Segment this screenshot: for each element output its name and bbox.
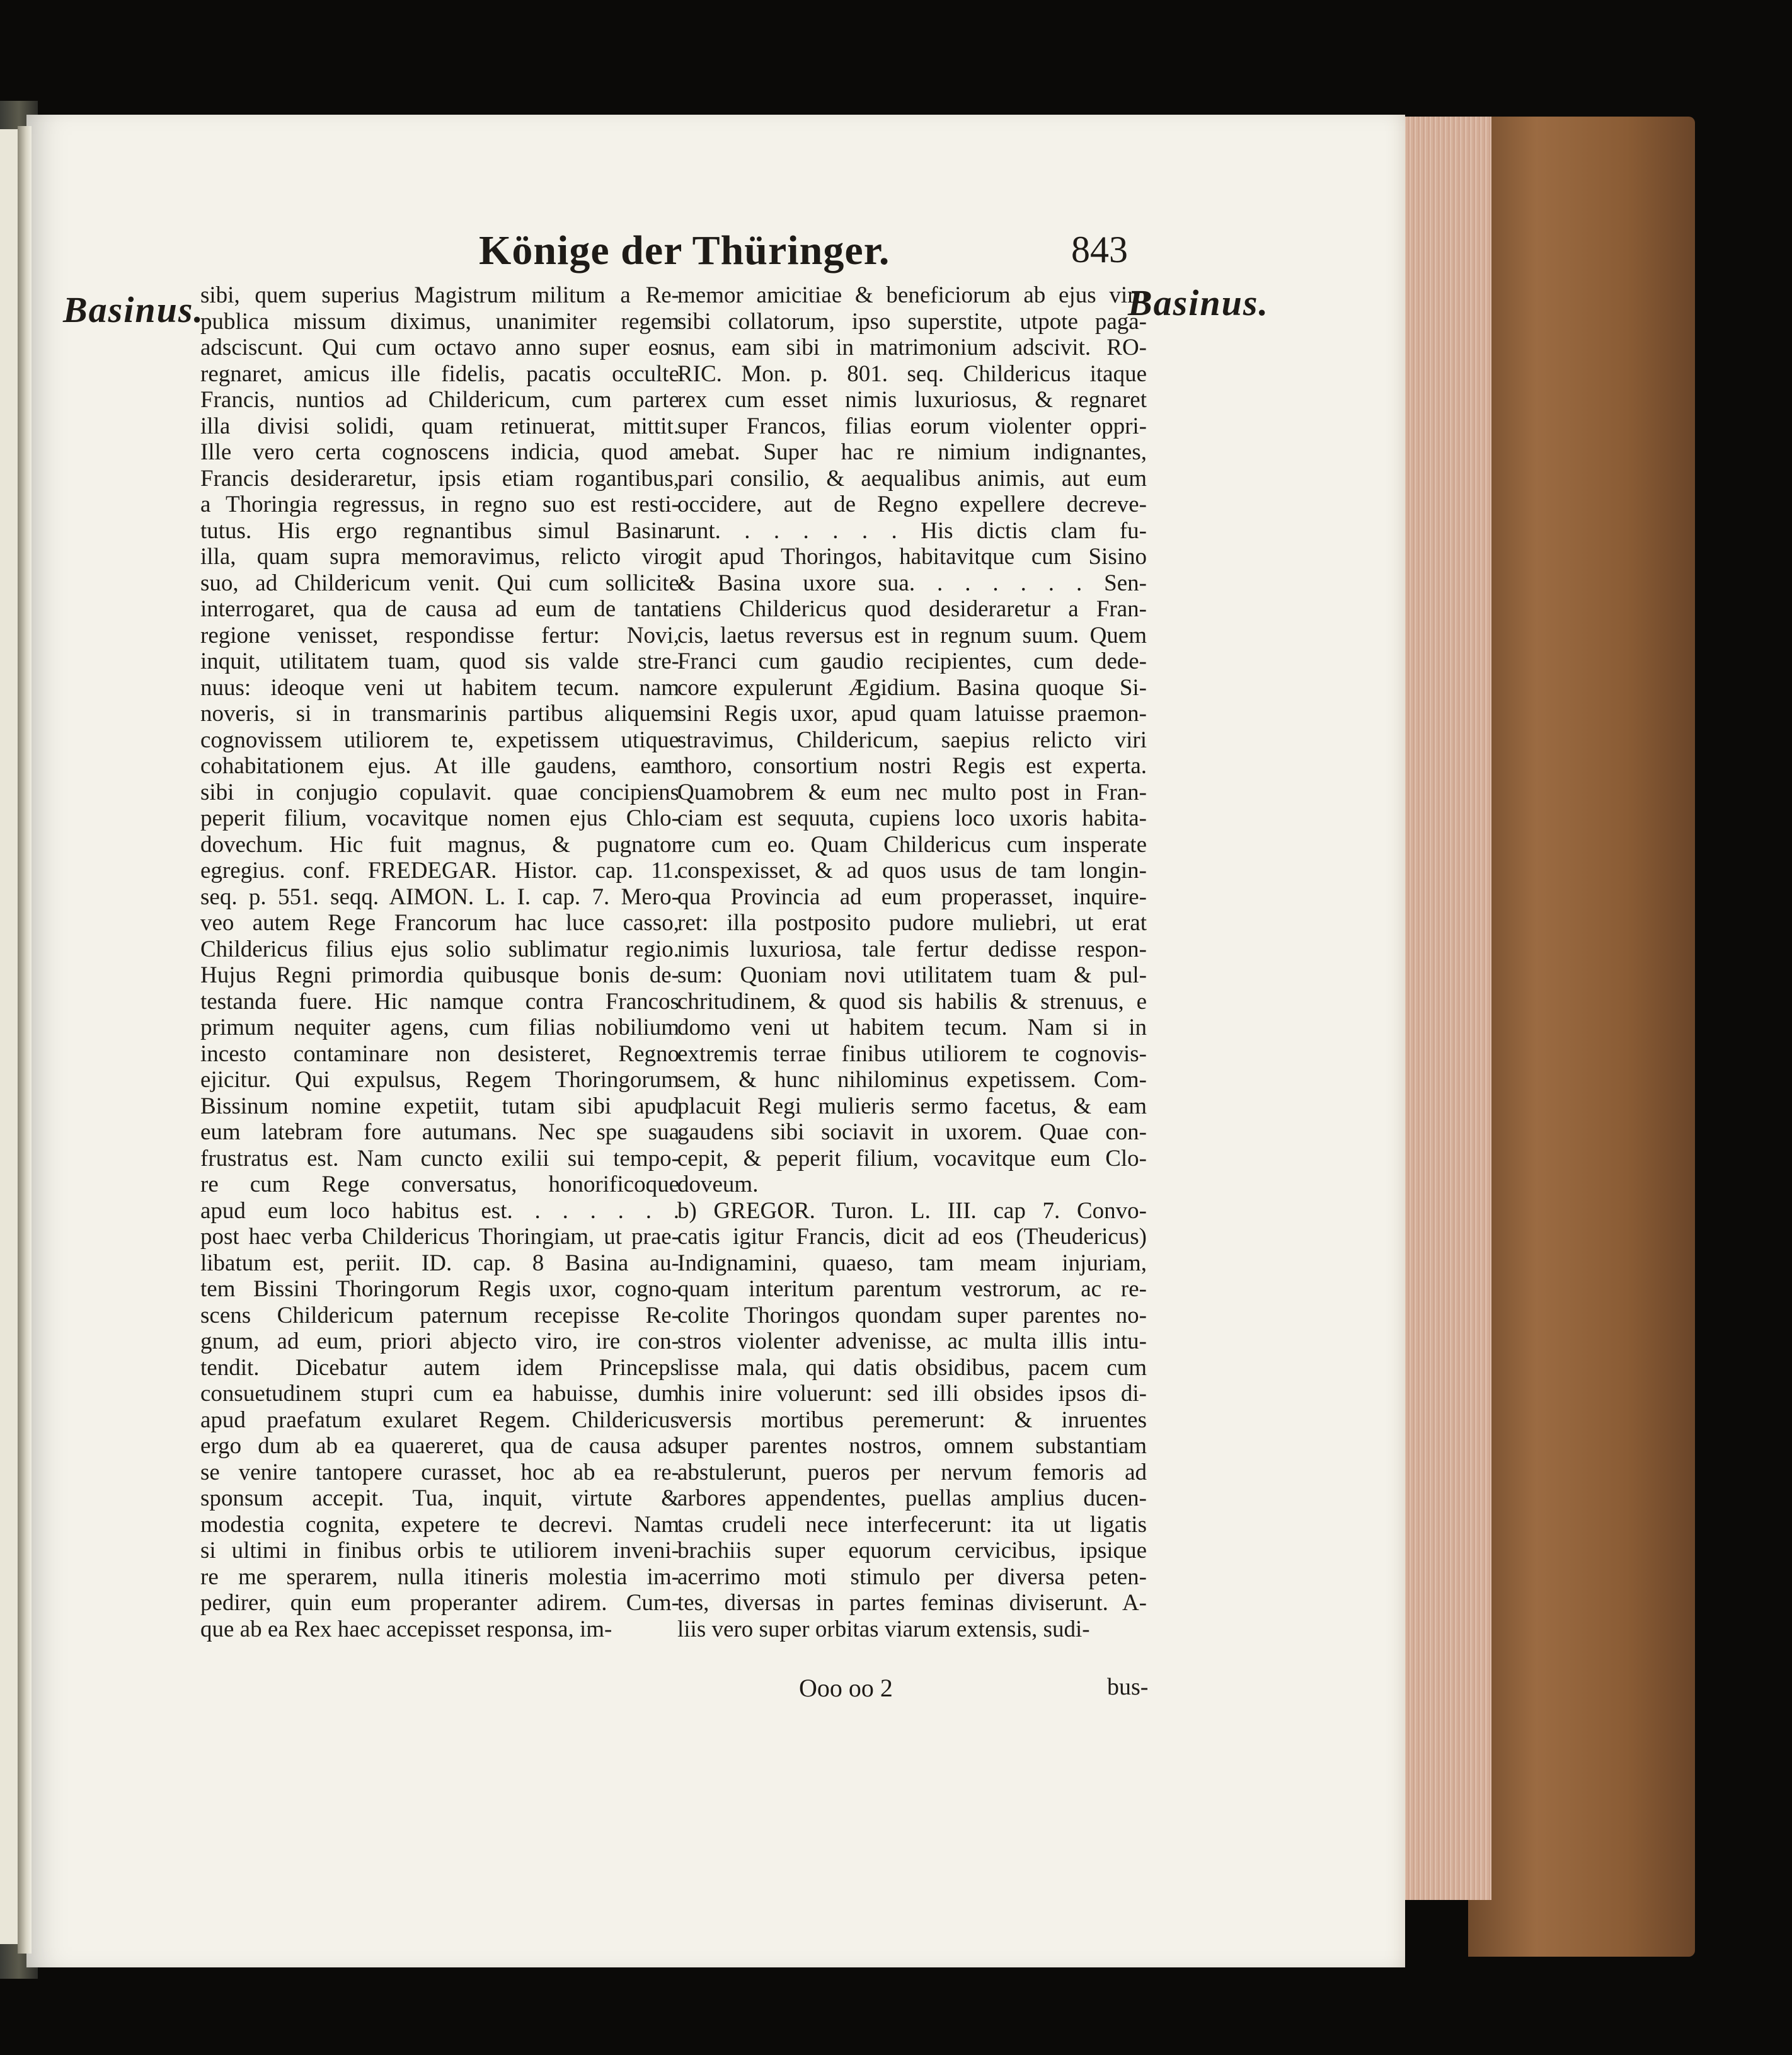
text-line: tas crudeli nece interfecerunt: ita ut ligatis — [677, 1511, 1147, 1538]
text-line: sem, & hunc nihilominus expetissem. Com- — [677, 1067, 1147, 1093]
text-line: brachiis super equorum cervicibus, ipsique — [677, 1538, 1147, 1563]
text-line: ciam est sequuta, cupiens loco uxoris habita- — [677, 805, 1147, 831]
text-line: RIC. Mon. p. 801. seq. Childericus itaque — [677, 360, 1147, 387]
text-line: post haec verba Childericus Thoringiam, ut prae- — [200, 1224, 679, 1250]
text-line: core expulerunt Ægidium. Basina quoque Si- — [677, 674, 1147, 701]
text-line: re me sperarem, nulla itineris molestia im- — [200, 1563, 679, 1590]
text-line: super Francos, filias eorum violenter oppri- — [677, 413, 1147, 439]
text-line: occidere, aut de Regno expellere decreve- — [677, 492, 1147, 517]
text-line: rex cum esset nimis luxuriosus, & regnaret — [677, 387, 1147, 413]
text-line: Hujus Regni primordia quibusque bonis de- — [200, 962, 679, 988]
text-line: noveris, si in transmarinis partibus aliquem — [200, 701, 679, 727]
marginal-note-right: Basinus. — [1128, 282, 1269, 323]
text-line: cepit, & peperit filium, vocavitque eum Clo- — [677, 1145, 1147, 1171]
text-column-left — [200, 282, 679, 1642]
text-line: mebat. Super hac re nimium indignantes, — [677, 439, 1147, 465]
text-line: cognovissem utiliorem te, expetissem utique — [200, 727, 679, 753]
catchword: bus- — [1107, 1674, 1149, 1700]
text-line: lisse mala, qui datis obsidibus, pacem cum — [677, 1354, 1147, 1381]
text-line: versis mortibus peremerunt: & inruentes — [677, 1407, 1147, 1433]
text-line: extremis terrae finibus utiliorem te cognovis- — [677, 1040, 1147, 1067]
text-line: scens Childericum paternum recepisse Re- — [200, 1302, 679, 1328]
text-line: interrogaret, qua de causa ad eum de tanta — [200, 596, 679, 622]
text-line: regione venisset, respondisse fertur: Novi, — [200, 622, 679, 648]
text-line: tendit. Dicebatur autem idem Princeps — [200, 1354, 679, 1381]
text-line: b) GREGOR. Turon. L. III. cap 7. Convo- — [677, 1197, 1147, 1224]
text-line: Indignamini, quaeso, tam meam injuriam, — [677, 1250, 1147, 1276]
text-line: illa divisi solidi, quam retinuerat, mittit. — [200, 413, 679, 439]
page-edges — [1396, 117, 1491, 1900]
gutter-shadow — [18, 126, 32, 1954]
text-line: a Thoringia regressus, in regno suo est resti- — [200, 492, 679, 517]
text-line: sini Regis uxor, apud quam latuisse praemon- — [677, 701, 1147, 727]
text-line: abstulerunt, pueros per nervum femoris ad — [677, 1459, 1147, 1485]
text-line: placuit Regi mulieris sermo facetus, & eam — [677, 1093, 1147, 1119]
marginal-note-left: Basinus. — [63, 289, 204, 330]
text-line: veo autem Rege Francorum hac luce casso, — [200, 910, 679, 936]
text-line: nuus: ideoque veni ut habitem tecum. nam — [200, 674, 679, 701]
text-line: quam interitum parentum vestrorum, ac re- — [677, 1276, 1147, 1302]
running-head: Könige der Thüringer. — [479, 227, 890, 273]
text-line: sum: Quoniam novi utilitatem tuam & pul- — [677, 962, 1147, 988]
text-line: dovechum. Hic fuit magnus, & pugnator — [200, 831, 679, 858]
text-line: si ultimi in finibus orbis te utiliorem inveni- — [200, 1538, 679, 1563]
text-line: peperit filium, vocavitque nomen ejus Chlo- — [200, 805, 679, 831]
text-line: libatum est, periit. ID. cap. 8 Basina au- — [200, 1250, 679, 1276]
text-line: pari consilio, & aequalibus animis, aut eum — [677, 465, 1147, 492]
text-line: cohabitationem ejus. At ille gaudens, eam — [200, 753, 679, 779]
text-line: illa, quam supra memoravimus, relicto viro — [200, 544, 679, 570]
text-line: modestia cognita, expetere te decrevi. Nam — [200, 1511, 679, 1538]
text-line: publica missum diximus, unanimiter regem — [200, 308, 679, 335]
text-line: frustratus est. Nam cuncto exilii sui tempo- — [200, 1145, 679, 1171]
signature-mark: Ooo oo 2 — [799, 1674, 893, 1702]
text-line: super parentes nostros, omnem substantiam — [677, 1433, 1147, 1459]
text-line: thoro, consortium nostri Regis est experta. — [677, 753, 1147, 779]
text-line: consuetudinem stupri cum ea habuisse, dum — [200, 1381, 679, 1407]
text-line: sibi collatorum, ipso superstite, utpote paga- — [677, 308, 1147, 335]
text-line: ergo dum ab ea quaereret, qua de causa ad — [200, 1433, 679, 1459]
text-line: suo, ad Childericum venit. Qui cum sollicite — [200, 570, 679, 596]
text-line: sponsum accepit. Tua, inquit, virtute & — [200, 1485, 679, 1511]
text-line: pedirer, quin eum properanter adirem. Cum- — [200, 1590, 679, 1616]
text-line: eum latebram fore autumans. Nec spe sua — [200, 1119, 679, 1145]
text-line: acerrimo moti stimulo per diversa peten- — [677, 1563, 1147, 1590]
text-line: re cum Rege conversatus, honorificoque — [200, 1171, 679, 1197]
text-line: nimis luxuriosa, tale fertur dedisse respon- — [677, 936, 1147, 962]
text-line: Franci cum gaudio recipientes, cum dede- — [677, 648, 1147, 674]
text-line: se venire tantopere curasset, hoc ab ea re- — [200, 1459, 679, 1485]
text-line: inquit, utilitatem tuam, quod sis valde stre- — [200, 648, 679, 674]
text-line: memor amicitiae & beneficiorum ab ejus viro — [677, 282, 1147, 308]
text-line: sibi, quem superius Magistrum militum a Re- — [200, 282, 679, 308]
book-cover-right — [1468, 117, 1695, 1957]
text-line: stravimus, Childericum, saepius relicto viri — [677, 727, 1147, 753]
text-line: seq. p. 551. seqq. AIMON. L. I. cap. 7. Mero- — [200, 884, 679, 910]
text-line: chritudinem, & quod sis habilis & strenuus, e — [677, 988, 1147, 1015]
text-line: Francis, nuntios ad Childericum, cum parte — [200, 387, 679, 413]
text-line: Childericus filius ejus solio sublimatur regio. — [200, 936, 679, 962]
text-line: liis vero super orbitas viarum extensis, sudi- — [677, 1616, 1090, 1642]
text-line: adsciscunt. Qui cum octavo anno super eos — [200, 335, 679, 360]
text-line: nus, eam sibi in matrimonium adscivit. RO- — [677, 335, 1147, 360]
text-line: qua Provincia ad eum properasset, inquire- — [677, 884, 1147, 910]
text-line: Bissinum nomine expetiit, tutam sibi apud — [200, 1093, 679, 1119]
text-line: testanda fuere. Hic namque contra Francos — [200, 988, 679, 1015]
text-line: egregius. conf. FREDEGAR. Histor. cap. 11. — [200, 858, 679, 884]
text-line: primum nequiter agens, cum filias nobilium — [200, 1015, 679, 1040]
text-line: gnum, ad eum, priori abjecto viro, ire con- — [200, 1328, 679, 1354]
page-number: 843 — [1071, 229, 1128, 270]
text-line: incesto contaminare non desisteret, Regno — [200, 1040, 679, 1067]
text-line: tem Bissini Thoringorum Regis uxor, cogno- — [200, 1276, 679, 1302]
text-line: git apud Thoringos, habitavitque cum Sisino — [677, 544, 1147, 570]
text-line: catis igitur Francis, dicit ad eos (Theudericus) — [677, 1224, 1147, 1250]
text-line: stros violenter advenisse, ac multa illis intu- — [677, 1328, 1147, 1354]
text-line: apud eum loco habitus est. . . . . . . — [200, 1197, 679, 1224]
text-line: colite Thoringos quondam super parentes no- — [677, 1302, 1147, 1328]
text-column-right — [677, 282, 1147, 1642]
text-line: ejicitur. Qui expulsus, Regem Thoringorum — [200, 1067, 679, 1093]
text-line: que ab ea Rex haec accepisset responsa, im- — [200, 1616, 612, 1642]
text-line: gaudens sibi sociavit in uxorem. Quae con- — [677, 1119, 1147, 1145]
text-line: apud praefatum exularet Regem. Childericus — [200, 1407, 679, 1433]
text-line: cis, laetus reversus est in regnum suum. Quem — [677, 622, 1147, 648]
text-line: conspexisset, & ad quos usus de tam longin- — [677, 858, 1147, 884]
text-line: tiens Childericus quod desideraretur a Fran- — [677, 596, 1147, 622]
text-line: ret: illa postposito pudore muliebri, ut erat — [677, 910, 1147, 936]
text-line: arbores appendentes, puellas amplius ducen- — [677, 1485, 1147, 1511]
text-line: tes, diversas in partes feminas diviserunt. A- — [677, 1590, 1147, 1616]
text-line: regnaret, amicus ille fidelis, pacatis occulte — [200, 360, 679, 387]
text-line: doveum. — [677, 1171, 759, 1197]
text-line: & Basina uxore sua. . . . . . . Sen- — [677, 570, 1147, 596]
text-line: Quamobrem & eum nec multo post in Fran- — [677, 779, 1147, 805]
text-line: his inire voluerunt: sed illi obsides ipsos di- — [677, 1381, 1147, 1407]
text-line: domo veni ut habitem tecum. Nam si in — [677, 1015, 1147, 1040]
text-line: re cum eo. Quam Childericus cum insperate — [677, 831, 1147, 858]
text-line: runt. . . . . . . His dictis clam fu- — [677, 517, 1147, 544]
text-line: sibi in conjugio copulavit. quae concipiens — [200, 779, 679, 805]
text-line: Francis desideraretur, ipsis etiam rogantibus, — [200, 465, 679, 492]
text-line: Ille vero certa cognoscens indicia, quod a — [200, 439, 679, 465]
text-line: tutus. His ergo regnantibus simul Basina — [200, 517, 679, 544]
